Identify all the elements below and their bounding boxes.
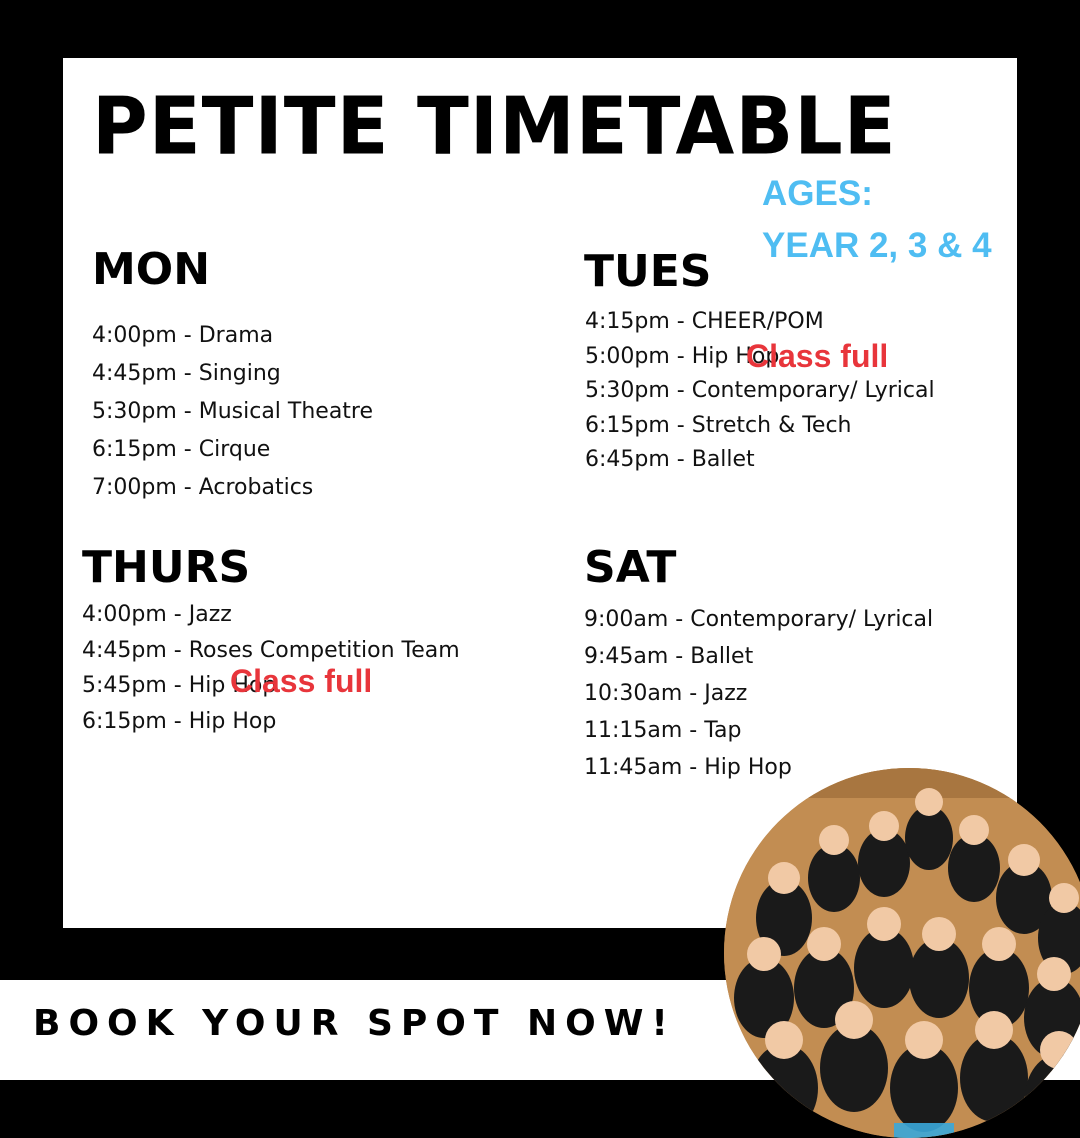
class-item: 6:15pm - Hip Hop: [82, 708, 277, 734]
ages-badge: [762, 168, 992, 272]
class-item: 7:00pm - Acrobatics: [92, 475, 314, 500]
class-item: 11:45am - Hip Hop: [584, 755, 792, 780]
class-item: 6:45pm - Ballet: [585, 447, 755, 472]
class-item: 5:45pm - Hip Hop: [82, 673, 277, 698]
class-item: 4:45pm - Roses Competition Team: [82, 637, 460, 663]
group-photo-illustration: [724, 768, 1080, 1138]
class-item: 9:00am - Contemporary/ Lyrical: [584, 607, 934, 632]
class-item: 4:00pm - Jazz: [82, 602, 232, 627]
class-item: 4:00pm - Drama: [92, 323, 274, 348]
group-photo: [724, 768, 1080, 1138]
class-item: 5:30pm - Musical Theatre: [92, 399, 374, 424]
page-title: PETITE TIMETABLE: [92, 78, 897, 173]
day-heading-sat: SAT: [584, 542, 677, 593]
class-item: 10:30am - Jazz: [584, 681, 748, 706]
class-list-mon: [92, 317, 373, 507]
day-heading-thu: THURS: [82, 542, 251, 593]
class-full-badge-tue: Class full: [746, 338, 889, 374]
ages-label: AGES:: [762, 174, 873, 213]
class-item: 6:15pm - Cirque: [92, 437, 271, 462]
class-list-tue: [585, 305, 935, 478]
class-list-sat: [584, 601, 933, 786]
day-heading-tue: TUES: [584, 246, 712, 297]
class-item: 9:45am - Ballet: [584, 644, 754, 669]
ages-years: YEAR 2, 3 & 4: [762, 226, 992, 265]
class-item: 5:00pm - Hip Hop: [585, 343, 780, 369]
class-full-badge-thu: Class full: [230, 663, 373, 699]
class-item: 11:15am - Tap: [584, 718, 742, 743]
class-item: 6:15pm - Stretch & Tech: [585, 412, 852, 438]
class-item: 4:45pm - Singing: [92, 361, 281, 386]
book-now-text: BOOK YOUR SPOT NOW!: [33, 1003, 676, 1044]
day-heading-mon: MON: [92, 244, 211, 295]
class-item: 5:30pm - Contemporary/ Lyrical: [585, 378, 935, 403]
class-item: 4:15pm - CHEER/POM: [585, 309, 824, 334]
